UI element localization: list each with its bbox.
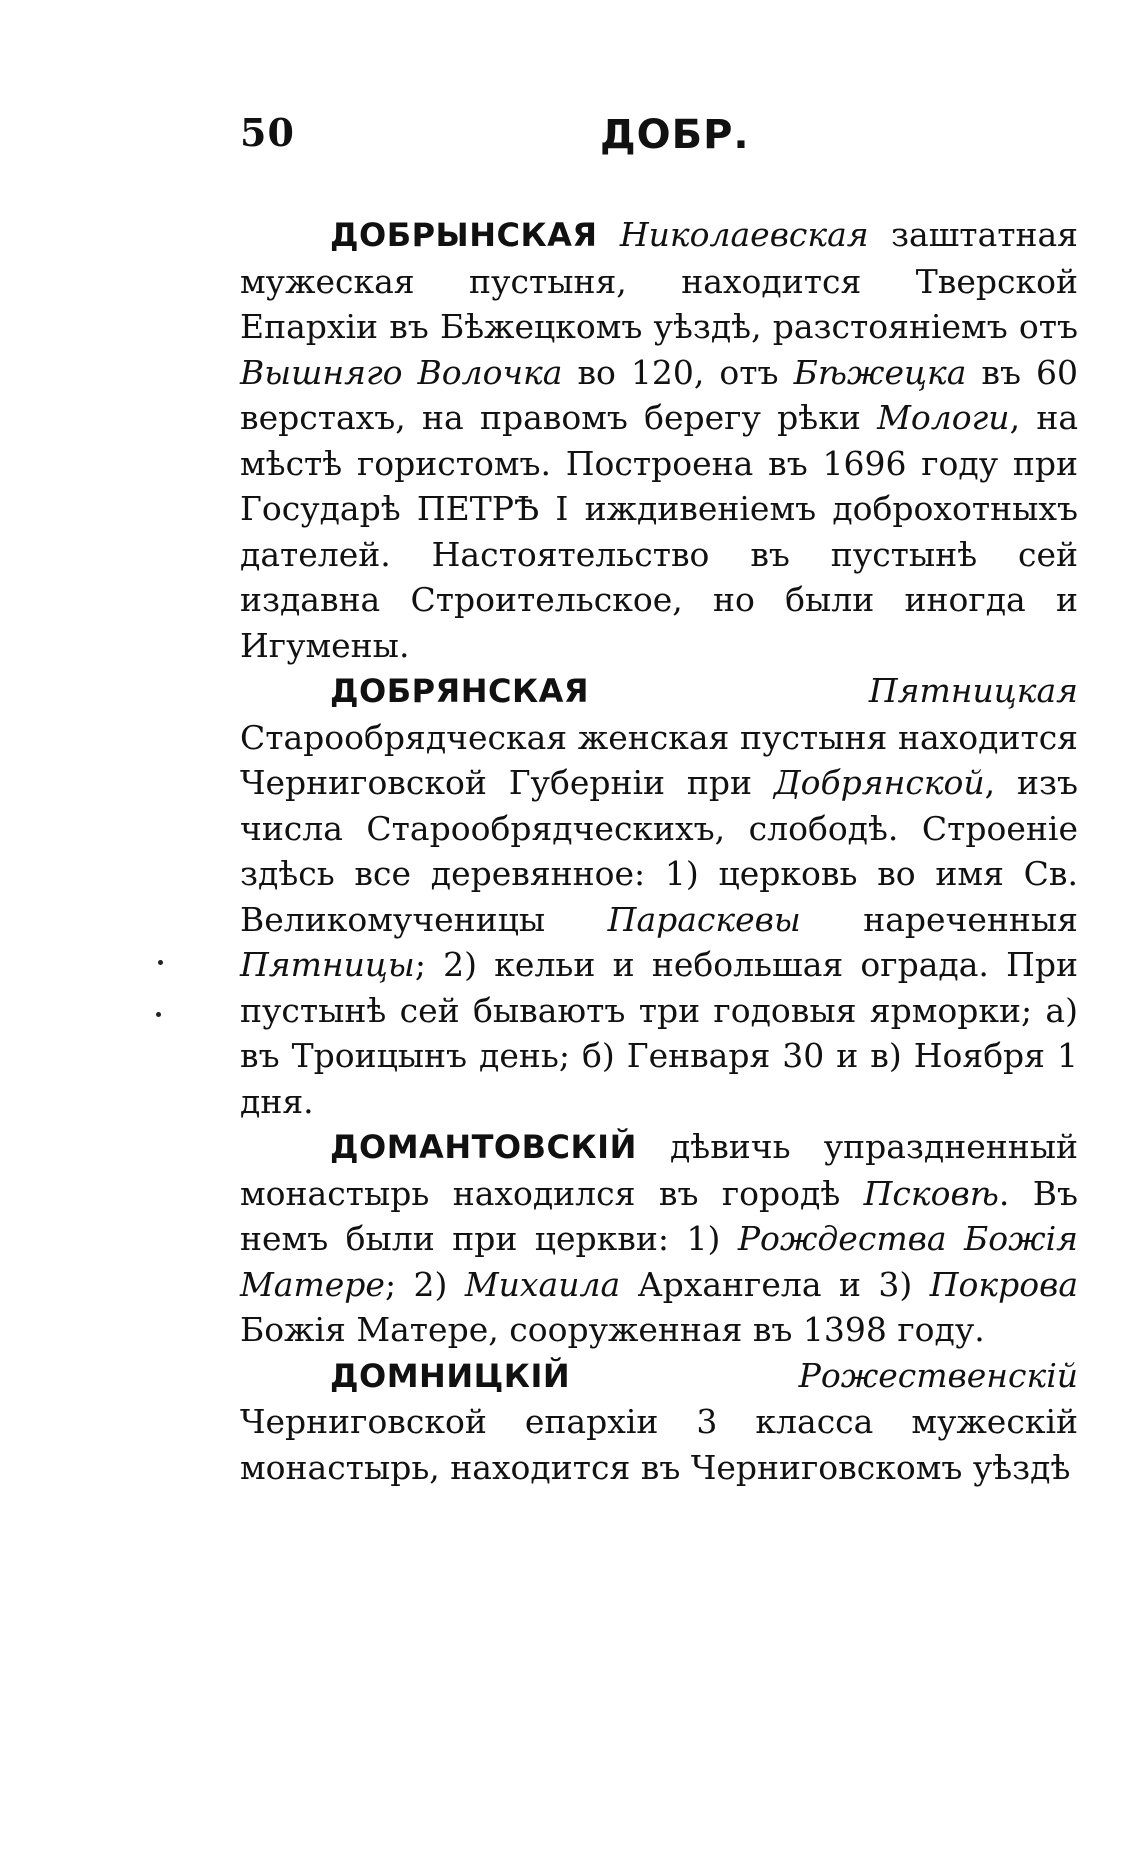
entry-text: нареченныя [800,899,1078,939]
place-name: Параскевы [607,899,801,939]
place-name: Рождества Божія Матере [240,1219,1078,1304]
entry-heading: ДОБРЯНСКАЯ [330,672,590,710]
place-name: Михаила [464,1264,621,1304]
margin-speck [158,960,163,965]
entry-dobrynskaya [240,212,1078,668]
place-name: Псковѣ [863,1173,999,1213]
entry-text: Архангела и 3) [620,1264,930,1304]
margin-speck [156,1012,161,1017]
entry-domnitsky [240,1353,1078,1491]
entry-text: во 120, отъ [562,352,794,392]
entry-epithet: Пятницкая [868,671,1078,710]
place-name: Пятницы [240,945,415,984]
entry-text: , на мѣстѣ гористомъ. Построена въ 1696 году при Государѣ ПЕТРѢ I иждивеніемъ доброхотныхъ дателей. Настоятельство въ пустынѣ сей издавна Строительское, но были иногда и Игумены. [240,398,1078,665]
place-name: Мологи [877,398,1010,437]
entry-text: ; 2) [384,1264,465,1304]
entry-dobryanskaya [240,668,1078,1124]
entry-text: заштатная мужеская пустыня, находится Тверской Епархіи въ Бѣжецкомъ уѣздѣ, разстояніемъ отъ [240,215,1078,346]
place-name: Вышняго Волочка [240,352,563,392]
place-name: Бѣжецка [793,352,967,392]
running-head: ДОБР. [600,112,750,158]
entry-text: Божія Матере, сооруженная въ 1398 году. [240,1310,985,1349]
entry-epithet: Николаевская [619,215,869,254]
page-header [0,110,1140,170]
entry-domantovsky [240,1124,1078,1353]
place-name: Покрова [929,1264,1078,1304]
page-number: 50 [240,110,295,155]
entry-text: Старообрядческая женская пустыня находится Черниговской Губерніи при [240,717,1078,802]
entry-text: ; 2) кельи и небольшая ограда. При пустынѣ сей бываютъ три годовыя ярморки; а) въ Троицынъ день; б) Генваря 30 и в) Ноября 1 дня. [240,945,1078,1121]
entry-text: . Въ немъ были при церкви: 1) [240,1173,1078,1258]
place-name: Добрянской [773,763,985,802]
entry-text: Черниговской епархіи 3 класса мужескій монастырь, находится въ Черниговскомъ уѣздѣ [240,1402,1078,1487]
entry-text: дѣвичь упраздненный монастырь находился въ городѣ [240,1127,1078,1213]
entry-heading: ДОМАНТОВСКІЙ [330,1128,637,1166]
entry-text: , изъ числа Старообрядческихъ, слободѣ. Строеніе здѣсь все деревянное: 1) церковь во имя Св. Великомученицы [240,763,1078,939]
text-block [240,212,1078,1490]
entry-heading: ДОБРЫНСКАЯ [330,216,598,254]
entry-heading: ДОМНИЦКІЙ [330,1356,571,1395]
entry-epithet: Рожественскій [798,1355,1078,1395]
entry-text: въ 60 верстахъ, на правомъ берегу рѣки [240,352,1078,437]
